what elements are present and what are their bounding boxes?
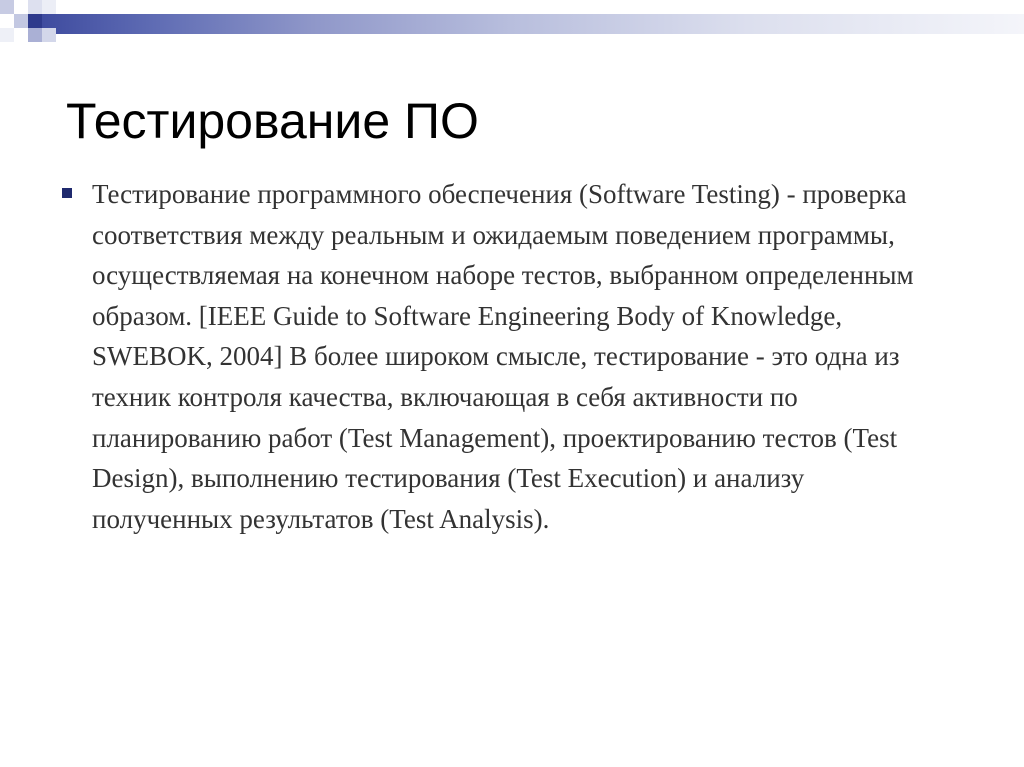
header-decoration <box>0 0 1024 48</box>
decor-square <box>28 0 42 14</box>
decor-square <box>14 28 28 42</box>
decor-square <box>14 14 28 28</box>
bullet-text: Тестирование программного обеспечения (Software Testing) - проверка соответствия между реальным и ожидаемым поведением программы, осуществляемая на конечном наборе тестов, выбранном определенным образом. [IEEE Guide to Software Engineering Body of Knowledge, SWEBOK, 2004] В более широком смысле, тестирование - это одна из техник контроля качества, включающая в себя активности по планированию работ (Test Management), проектированию тестов (Test Design), выполнению тестирования (Test Execution) и анализу полученных результатов (Test Analysis). <box>92 179 914 534</box>
decor-square <box>28 14 42 28</box>
decor-square <box>0 28 14 42</box>
decor-square <box>28 28 42 42</box>
bullet-item <box>60 174 940 539</box>
bullet-list <box>60 174 940 539</box>
header-gradient-bar <box>36 14 1024 34</box>
slide-title: Тестирование ПО <box>66 93 479 149</box>
decor-square <box>14 0 28 14</box>
decor-square <box>0 0 14 14</box>
decor-square <box>42 0 56 14</box>
decor-square <box>42 28 56 42</box>
square-bullet-icon <box>62 188 72 198</box>
